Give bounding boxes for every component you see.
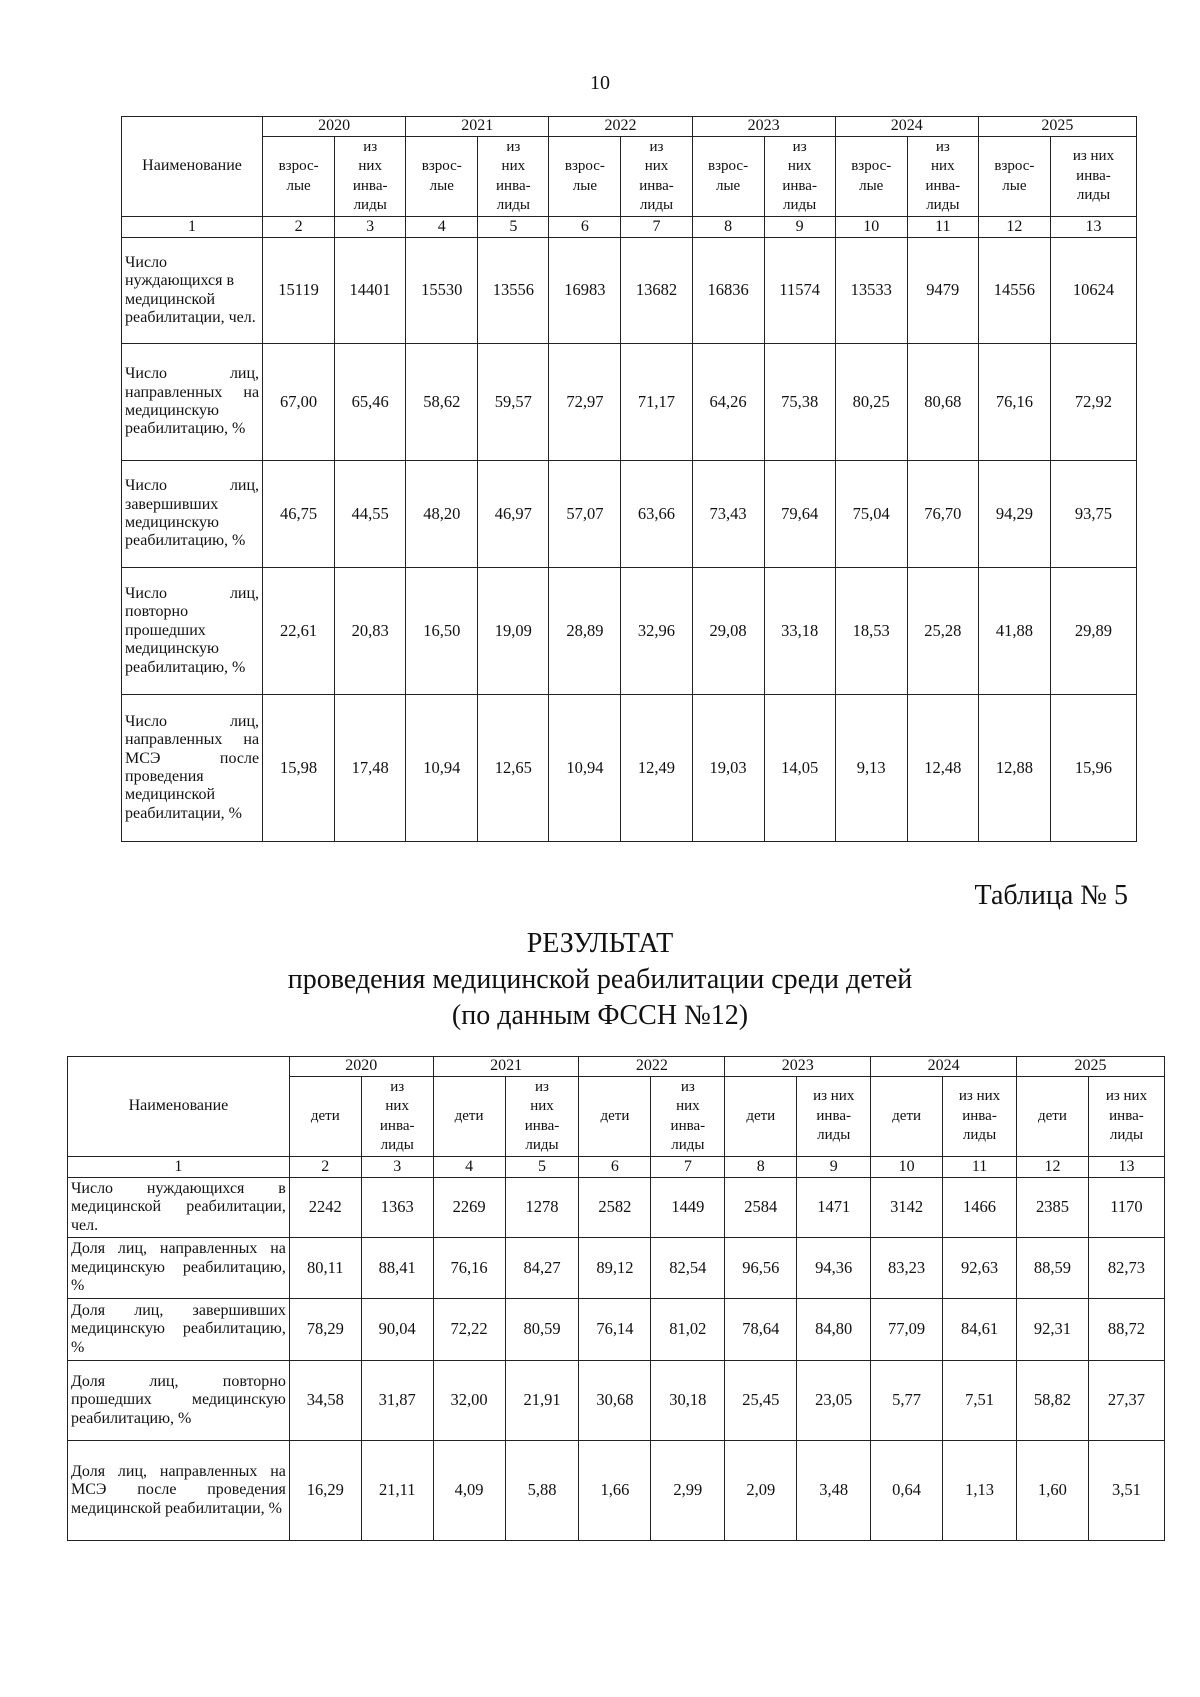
year-header: 2024 [835, 117, 978, 137]
name-header: Наименование [68, 1057, 290, 1157]
adults-rehab-table [121, 116, 1137, 842]
subheader-adults: взрос- лые [549, 137, 621, 217]
table-cell: 58,82 [1017, 1361, 1089, 1441]
column-number: 6 [549, 217, 621, 238]
table-cell: 1278 [505, 1178, 579, 1238]
table-cell: 46,75 [263, 461, 335, 568]
table-cell: 31,87 [361, 1361, 433, 1441]
table-cell: 12,48 [907, 695, 978, 842]
table-cell: 41,88 [978, 568, 1050, 695]
table-cell: 92,63 [943, 1238, 1017, 1299]
table-row [122, 238, 1137, 344]
subheader-adults: взрос- лые [835, 137, 907, 217]
page-number: 10 [590, 72, 610, 94]
table-cell: 82,54 [651, 1238, 725, 1299]
table-cell: 46,97 [478, 461, 549, 568]
table-cell: 2,09 [725, 1441, 797, 1541]
subheader-children: дети [579, 1077, 651, 1157]
year-header: 2025 [978, 117, 1136, 137]
subheader-disabled: из них инва- лиды [505, 1077, 579, 1157]
table-cell: 32,96 [621, 568, 692, 695]
row-name: Число лиц, направленных на МСЭ после проведения медицинской реабилитации, % [122, 695, 263, 842]
column-number: 10 [871, 1157, 943, 1178]
table-row [122, 461, 1137, 568]
table-cell: 18,53 [835, 568, 907, 695]
year-header: 2020 [263, 117, 406, 137]
table-cell: 48,20 [406, 461, 478, 568]
table-cell: 76,14 [579, 1299, 651, 1361]
subheader-disabled: из них инва- лиды [907, 137, 978, 217]
subheader-disabled: из них инва- лиды [1088, 1077, 1164, 1157]
table-cell: 9,13 [835, 695, 907, 842]
table-cell: 15,98 [263, 695, 335, 842]
table-cell: 72,22 [433, 1299, 505, 1361]
table-cell: 14,05 [764, 695, 835, 842]
table-cell: 82,73 [1088, 1238, 1164, 1299]
table-cell: 58,62 [406, 344, 478, 461]
year-header: 2023 [725, 1057, 871, 1077]
column-number: 1 [68, 1157, 290, 1178]
table-cell: 10,94 [549, 695, 621, 842]
table-cell: 88,72 [1088, 1299, 1164, 1361]
column-number: 2 [289, 1157, 361, 1178]
table-cell: 15119 [263, 238, 335, 344]
table-cell: 65,46 [335, 344, 406, 461]
table-cell: 79,64 [764, 461, 835, 568]
table-cell: 1471 [797, 1178, 871, 1238]
table-cell: 25,45 [725, 1361, 797, 1441]
year-header: 2025 [1017, 1057, 1165, 1077]
table-cell: 93,75 [1050, 461, 1136, 568]
year-header: 2022 [549, 117, 692, 137]
table-cell: 2242 [289, 1178, 361, 1238]
table-row [68, 1178, 1165, 1238]
column-number: 9 [797, 1157, 871, 1178]
table-row [68, 1299, 1165, 1361]
column-number: 3 [361, 1157, 433, 1178]
table-row [68, 1238, 1165, 1299]
table-cell: 1363 [361, 1178, 433, 1238]
table-cell: 2269 [433, 1178, 505, 1238]
row-name: Доля лиц, направленных на МСЭ после проведения медицинской реабилитации, % [68, 1441, 290, 1541]
column-number: 8 [692, 217, 764, 238]
table-cell: 7,51 [943, 1361, 1017, 1441]
column-number: 13 [1050, 217, 1136, 238]
table-cell: 90,04 [361, 1299, 433, 1361]
column-number: 4 [433, 1157, 505, 1178]
table-cell: 2584 [725, 1178, 797, 1238]
table-cell: 80,59 [505, 1299, 579, 1361]
column-number: 6 [579, 1157, 651, 1178]
subheader-disabled: из них инва- лиды [335, 137, 406, 217]
table-cell: 19,03 [692, 695, 764, 842]
table-cell: 92,31 [1017, 1299, 1089, 1361]
subheader-disabled: из них инва- лиды [651, 1077, 725, 1157]
column-number: 7 [621, 217, 692, 238]
subheader-disabled: из них инва- лиды [943, 1077, 1017, 1157]
table-cell: 94,29 [978, 461, 1050, 568]
table-cell: 44,55 [335, 461, 406, 568]
table-cell: 29,89 [1050, 568, 1136, 695]
table-cell: 3,48 [797, 1441, 871, 1541]
table-cell: 0,64 [871, 1441, 943, 1541]
table-cell: 5,77 [871, 1361, 943, 1441]
table-cell: 1,60 [1017, 1441, 1089, 1541]
row-name: Доля лиц, завершивших медицинскую реабилитацию, % [68, 1299, 290, 1361]
subheader-adults: взрос- лые [263, 137, 335, 217]
table-cell: 1449 [651, 1178, 725, 1238]
subheader-disabled: из них инва- лиды [764, 137, 835, 217]
table-cell: 30,68 [579, 1361, 651, 1441]
column-number: 9 [764, 217, 835, 238]
title-line: проведения медицинской реабилитации среди детей [287, 964, 913, 995]
table-cell: 10624 [1050, 238, 1136, 344]
table-title [0, 926, 1200, 1034]
row-name: Число лиц, завершивших медицинскую реабилитацию, % [122, 461, 263, 568]
subheader-children: дети [289, 1077, 361, 1157]
column-number: 12 [1017, 1157, 1089, 1178]
table-cell: 72,97 [549, 344, 621, 461]
column-number: 4 [406, 217, 478, 238]
column-number: 13 [1088, 1157, 1164, 1178]
column-number-row [122, 217, 1137, 238]
subheader-disabled: из них инва- лиды [797, 1077, 871, 1157]
table-cell: 84,27 [505, 1238, 579, 1299]
table-cell: 23,05 [797, 1361, 871, 1441]
table-cell: 78,29 [289, 1299, 361, 1361]
table-cell: 32,00 [433, 1361, 505, 1441]
year-header: 2023 [692, 117, 835, 137]
table-cell: 63,66 [621, 461, 692, 568]
column-number: 5 [478, 217, 549, 238]
column-number: 5 [505, 1157, 579, 1178]
row-name: Число лиц, повторно прошедших медицинскую реабилитацию, % [122, 568, 263, 695]
column-number: 3 [335, 217, 406, 238]
subheader-adults: взрос- лые [978, 137, 1050, 217]
table-row [122, 568, 1137, 695]
table-cell: 14401 [335, 238, 406, 344]
table-cell: 16,50 [406, 568, 478, 695]
table-cell: 27,37 [1088, 1361, 1164, 1441]
table-cell: 84,61 [943, 1299, 1017, 1361]
table-cell: 16836 [692, 238, 764, 344]
column-number: 1 [122, 217, 263, 238]
subheader-disabled: из них инва- лиды [478, 137, 549, 217]
table-cell: 14556 [978, 238, 1050, 344]
table-cell: 1,66 [579, 1441, 651, 1541]
table-cell: 30,18 [651, 1361, 725, 1441]
table-cell: 29,08 [692, 568, 764, 695]
table-cell: 12,65 [478, 695, 549, 842]
column-number: 2 [263, 217, 335, 238]
row-name: Число нуждающихся в медицинской реабилитации, чел. [122, 238, 263, 344]
table-cell: 1,13 [943, 1441, 1017, 1541]
row-name: Доля лиц, повторно прошедших медицинскую реабилитацию, % [68, 1361, 290, 1441]
table-cell: 80,68 [907, 344, 978, 461]
column-number-row [68, 1157, 1165, 1178]
subheader-children: дети [725, 1077, 797, 1157]
table-cell: 81,02 [651, 1299, 725, 1361]
subheader-disabled: из них инва- лиды [621, 137, 692, 217]
title-line: (по данным ФССН №12) [451, 1000, 749, 1031]
table-cell: 76,16 [978, 344, 1050, 461]
table-cell: 13682 [621, 238, 692, 344]
table-cell: 20,83 [335, 568, 406, 695]
table-cell: 94,36 [797, 1238, 871, 1299]
subheader-children: дети [433, 1077, 505, 1157]
table-cell: 28,89 [549, 568, 621, 695]
row-name: Число нуждающихся в медицинской реабилитации, чел. [68, 1178, 290, 1238]
table-cell: 75,38 [764, 344, 835, 461]
year-header-row [122, 117, 1137, 137]
column-number: 10 [835, 217, 907, 238]
table-row [68, 1441, 1165, 1541]
table-cell: 16983 [549, 238, 621, 344]
table-cell: 4,09 [433, 1441, 505, 1541]
subheader-row [122, 137, 1137, 217]
table-cell: 34,58 [289, 1361, 361, 1441]
row-name: Доля лиц, направленных на медицинскую реабилитацию, % [68, 1238, 290, 1299]
name-header: Наименование [122, 117, 263, 217]
table-cell: 12,49 [621, 695, 692, 842]
table-cell: 13533 [835, 238, 907, 344]
table-cell: 33,18 [764, 568, 835, 695]
column-number: 12 [978, 217, 1050, 238]
year-header: 2021 [406, 117, 549, 137]
table-cell: 96,56 [725, 1238, 797, 1299]
table-cell: 2,99 [651, 1441, 725, 1541]
table-cell: 76,16 [433, 1238, 505, 1299]
table-row [122, 695, 1137, 842]
year-header: 2021 [433, 1057, 579, 1077]
table-cell: 10,94 [406, 695, 478, 842]
subheader-adults: взрос- лые [406, 137, 478, 217]
table-cell: 15530 [406, 238, 478, 344]
children-rehab-table [67, 1056, 1165, 1541]
year-header: 2022 [579, 1057, 725, 1077]
table-cell: 3142 [871, 1178, 943, 1238]
table-cell: 19,09 [478, 568, 549, 695]
table-cell: 21,11 [361, 1441, 433, 1541]
table-cell: 25,28 [907, 568, 978, 695]
table-cell: 17,48 [335, 695, 406, 842]
table-cell: 9479 [907, 238, 978, 344]
table-row [122, 344, 1137, 461]
table-cell: 12,88 [978, 695, 1050, 842]
table-cell: 89,12 [579, 1238, 651, 1299]
table-cell: 73,43 [692, 461, 764, 568]
table-cell: 83,23 [871, 1238, 943, 1299]
table-cell: 80,25 [835, 344, 907, 461]
table-cell: 3,51 [1088, 1441, 1164, 1541]
table-cell: 67,00 [263, 344, 335, 461]
table-cell: 80,11 [289, 1238, 361, 1299]
column-number: 8 [725, 1157, 797, 1178]
table-cell: 88,41 [361, 1238, 433, 1299]
table-cell: 64,26 [692, 344, 764, 461]
table-cell: 15,96 [1050, 695, 1136, 842]
table-cell: 77,09 [871, 1299, 943, 1361]
table-cell: 2385 [1017, 1178, 1089, 1238]
table-cell: 1170 [1088, 1178, 1164, 1238]
table-cell: 78,64 [725, 1299, 797, 1361]
table-cell: 22,61 [263, 568, 335, 695]
column-number: 7 [651, 1157, 725, 1178]
subheader-disabled: из них инва- лиды [1050, 137, 1136, 217]
table-label: Таблица № 5 [974, 880, 1128, 911]
table-cell: 71,17 [621, 344, 692, 461]
table-cell: 5,88 [505, 1441, 579, 1541]
title-line: РЕЗУЛЬТАТ [526, 928, 674, 959]
table-cell: 59,57 [478, 344, 549, 461]
table-cell: 21,91 [505, 1361, 579, 1441]
year-header: 2024 [871, 1057, 1017, 1077]
column-number: 11 [943, 1157, 1017, 1178]
table-row [68, 1361, 1165, 1441]
row-name: Число лиц, направленных на медицинскую реабилитацию, % [122, 344, 263, 461]
table-cell: 11574 [764, 238, 835, 344]
subheader-disabled: из них инва- лиды [361, 1077, 433, 1157]
table-cell: 88,59 [1017, 1238, 1089, 1299]
subheader-children: дети [871, 1077, 943, 1157]
table-cell: 2582 [579, 1178, 651, 1238]
subheader-adults: взрос- лые [692, 137, 764, 217]
table-cell: 84,80 [797, 1299, 871, 1361]
column-number: 11 [907, 217, 978, 238]
table-cell: 16,29 [289, 1441, 361, 1541]
year-header: 2020 [289, 1057, 433, 1077]
table-cell: 72,92 [1050, 344, 1136, 461]
table-cell: 76,70 [907, 461, 978, 568]
table-cell: 57,07 [549, 461, 621, 568]
table-cell: 13556 [478, 238, 549, 344]
table-cell: 75,04 [835, 461, 907, 568]
subheader-children: дети [1017, 1077, 1089, 1157]
year-header-row [68, 1057, 1165, 1077]
table-cell: 1466 [943, 1178, 1017, 1238]
